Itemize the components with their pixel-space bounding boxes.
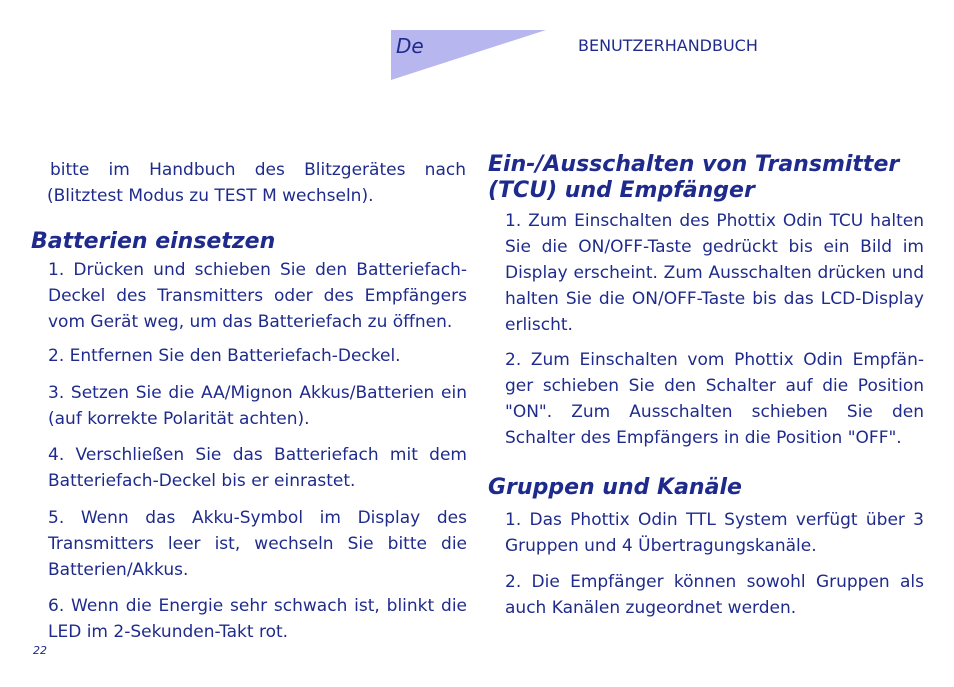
battery-step-4: 4. Verschließen Sie das Batteriefach mit dem Batteriefach-Deckel bis er einrastet.	[48, 445, 467, 491]
battery-step-1: 1. Drücken und schieben Sie den Batteriefach-Deckel des Transmitters oder des Empfängers vom Gerät weg, um das Batteriefach zu öffnen.	[48, 260, 467, 332]
battery-step-5: 5. Wenn das Akku-Symbol im Display des Transmitters leer ist, wechseln Sie bitte die Batterien/Akkus.	[48, 508, 467, 580]
power-step-2: 2. Zum Einschalten vom Phottix Odin Empfän-ger schieben Sie den Schalter auf die Position "ON". Zum Ausschalten schieben Sie den Schalter des Empfängers in die Position "OFF".	[505, 350, 924, 448]
language-code: De	[396, 34, 424, 58]
groups-step-1: 1. Das Phottix Odin TTL System verfügt über 3 Gruppen und 4 Übertragungskanäle.	[505, 510, 924, 556]
battery-step-6: 6. Wenn die Energie sehr schwach ist, blinkt die LED im 2-Sekunden-Takt rot.	[48, 596, 467, 642]
section-title-power: Ein-/Ausschalten von Transmitter (TCU) und Empfänger	[488, 152, 900, 203]
manual-title: BENUTZERHANDBUCH	[578, 36, 758, 55]
intro-paragraph: bitte im Handbuch des Blitzgerätes nach (Blitztest Modus zu TEST M wechseln).	[47, 160, 466, 206]
page-number: 22	[33, 644, 47, 657]
battery-step-3: 3. Setzen Sie die AA/Mignon Akkus/Batterien ein (auf korrekte Polarität achten).	[48, 383, 467, 429]
battery-step-2: 2. Entfernen Sie den Batteriefach-Deckel.	[48, 346, 401, 366]
section-title-groups: Gruppen und Kanäle	[488, 475, 742, 500]
groups-step-2: 2. Die Empfänger können sowohl Gruppen als auch Kanälen zugeordnet werden.	[505, 572, 924, 618]
section-title-batteries: Batterien einsetzen	[31, 229, 276, 254]
power-step-1: 1. Zum Einschalten des Phottix Odin TCU halten Sie die ON/OFF-Taste gedrückt bis ein Bild im Display erscheint. Zum Ausschalten drücken und halten Sie die ON/OFF-Taste bis das LCD-Display erlischt.	[505, 211, 924, 335]
header-accent-triangle	[0, 0, 954, 120]
